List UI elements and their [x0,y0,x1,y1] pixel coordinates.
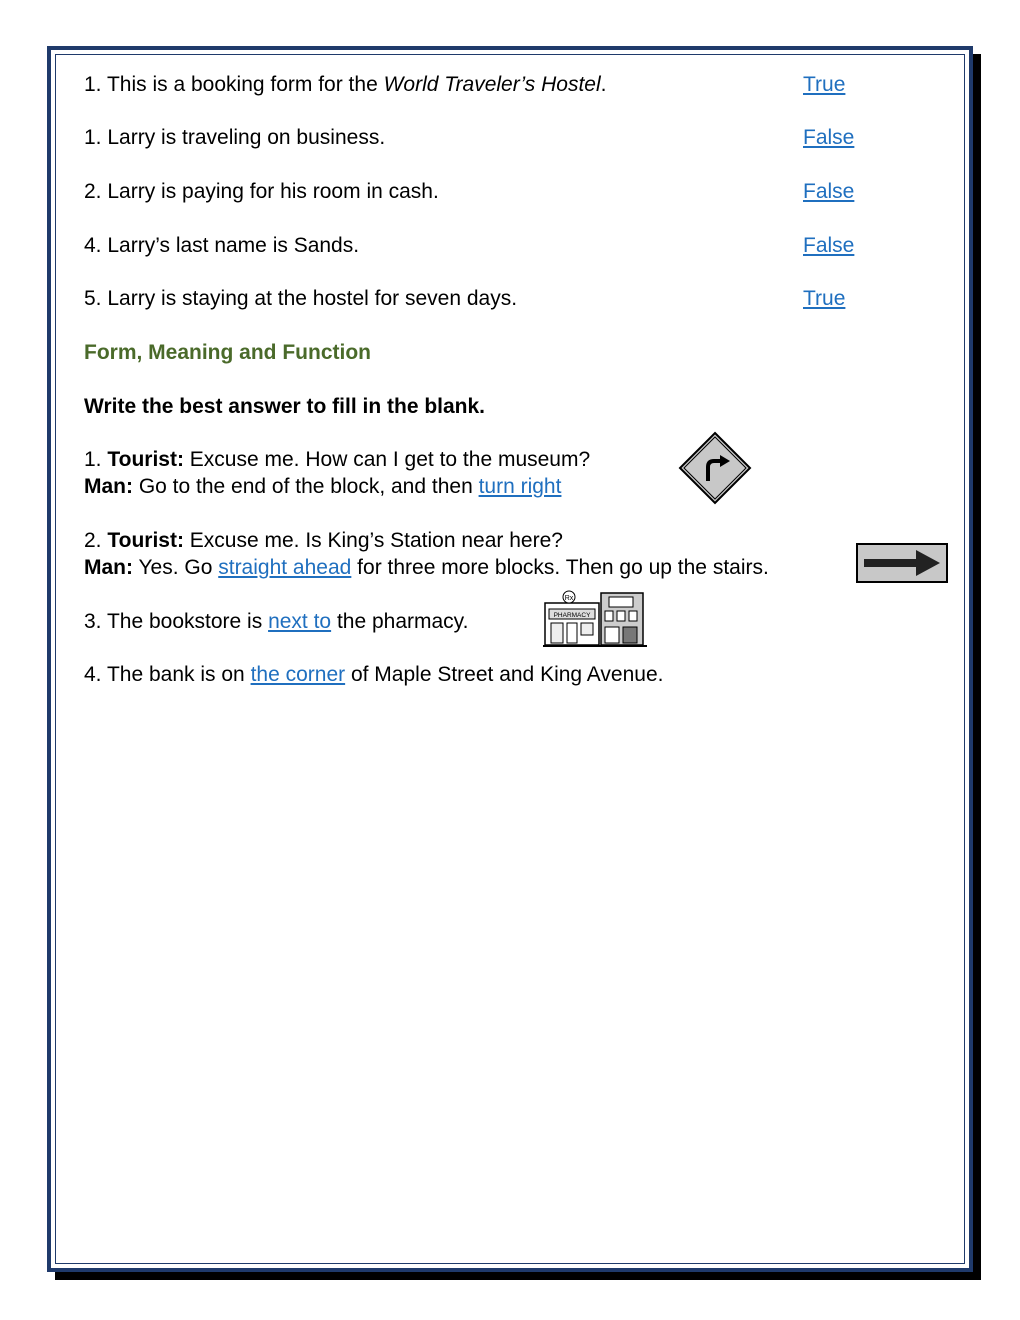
dialogue-2-tourist-line [84,528,563,554]
dialogue-2-answer-link[interactable]: straight ahead [218,556,352,579]
straight-arrow-sign-icon [856,543,948,583]
pharmacy-buildings-icon [543,587,648,649]
tf-statement-5: 5. Larry is staying at the hostel for seven days. [84,287,518,310]
tf-statement-1-text: 1. This is a booking form for the [84,73,384,96]
statement-4-text-after: of Maple Street and King Avenue. [345,663,664,686]
dialogue-1-man-text: Go to the end of the block, and then [133,475,479,498]
statement-3 [84,609,468,635]
dialogue-2-man-text: Yes. Go [133,556,219,579]
dialogue-1-man-label: Man: [84,475,133,498]
tf-answer-1[interactable]: True [803,73,846,96]
dialogue-1-answer-link[interactable]: turn right [478,475,562,498]
dialogue-2-man-line [84,555,769,581]
tf-statement-1-period: . [600,73,607,96]
dialogue-2-tourist-text: Excuse me. Is King’s Station near here? [183,529,563,552]
dialogue-2-man-label: Man: [84,556,133,579]
tf-answer-5[interactable]: True [803,287,846,310]
dialogue-1-number: 1. [84,448,108,471]
dialogue-1-tourist-text: Excuse me. How can I get to the museum? [183,448,591,471]
section-title: Form, Meaning and Function [84,341,371,364]
tf-answer-3[interactable]: False [803,180,855,203]
turn-right-sign-icon [678,431,752,505]
tf-answer-4[interactable]: False [803,234,855,257]
dialogue-2-number: 2. [84,529,108,552]
tf-statement-4: 4. Larry’s last name is Sands. [84,234,360,257]
statement-3-text: 3. The bookstore is [84,610,269,633]
dialogue-2-man-text-after: for three more blocks. Then go up the stairs. [351,556,769,579]
tf-answer-2[interactable]: False [803,126,855,149]
dialogue-1-tourist-line [84,447,590,473]
dialogue-1-tourist-label: Tourist: [107,448,184,471]
statement-3-answer-link[interactable]: next to [268,610,332,633]
tf-statement-3: 2. Larry is paying for his room in cash. [84,180,439,203]
dialogue-2-tourist-label: Tourist: [107,529,184,552]
pharmacy-sign: PHARMACY [553,612,591,619]
tf-statement-2: 1. Larry is traveling on business. [84,126,386,149]
statement-4 [84,662,663,688]
dialogue-1-man-line [84,474,561,500]
hostel-name: World Traveler’s Hostel [383,73,601,96]
statement-4-text: 4. The bank is on [84,663,251,686]
instruction: Write the best answer to fill in the blank. [84,395,486,418]
statement-4-answer-link[interactable]: the corner [250,663,346,686]
rx-symbol: Rx [564,595,574,602]
statement-3-text-after: the pharmacy. [331,610,469,633]
tf-statement-1 [84,72,607,98]
